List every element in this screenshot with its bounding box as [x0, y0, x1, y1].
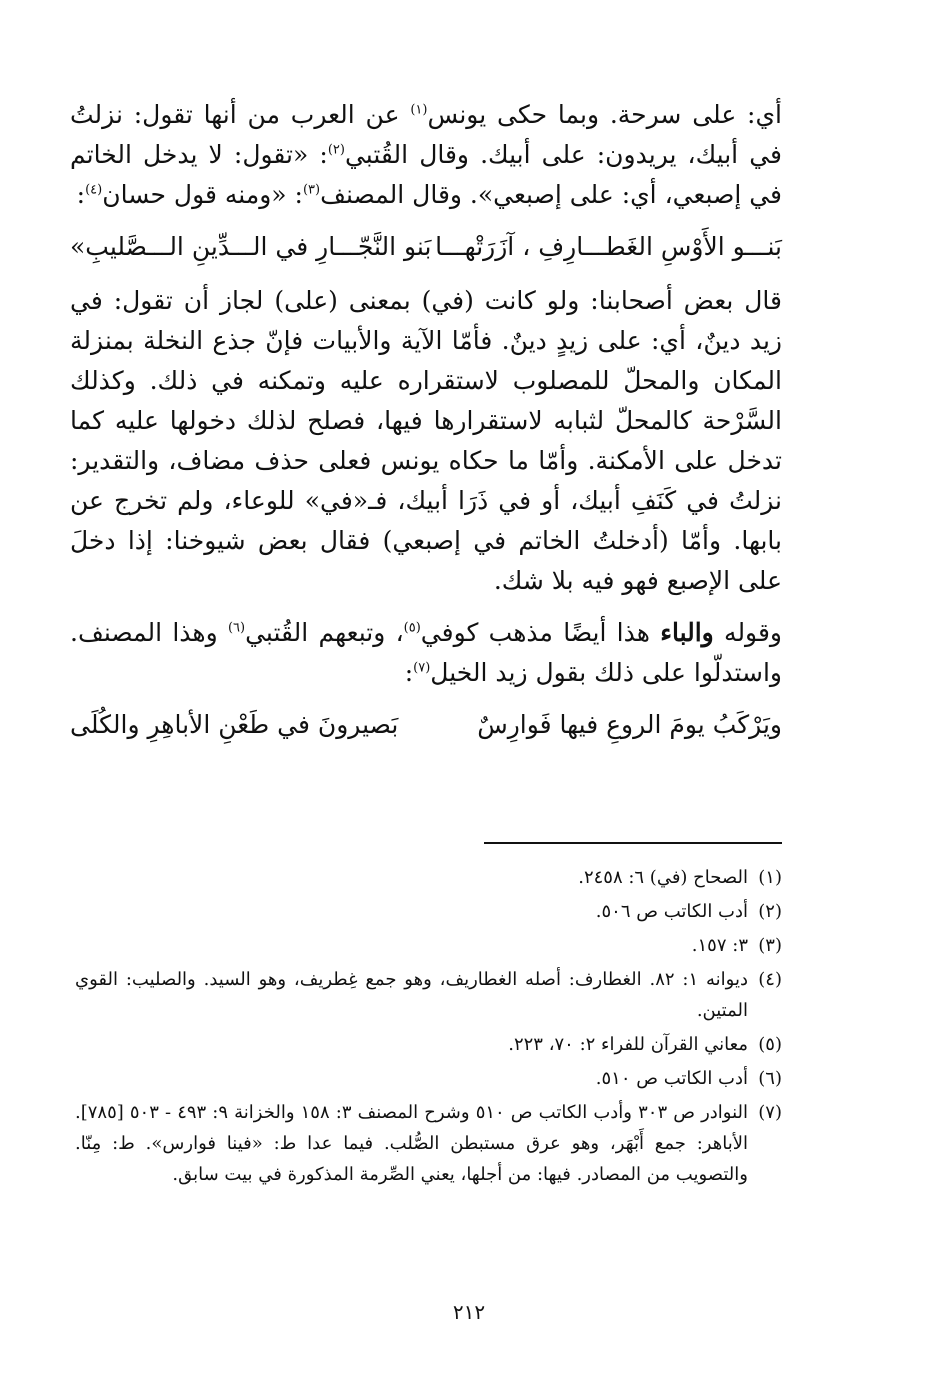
text-segment: ، وتبعهم القُتبي: [245, 618, 404, 647]
footnote-ref-2: (٢): [327, 142, 345, 158]
footnote-ref-7: (٧): [413, 660, 431, 676]
text-segment: وهذا المصنف. واستدلّوا على ذلك بقول زيد الخيل: [70, 618, 782, 687]
footnote-text: ديوانه ١: ٨٢. الغطارف: أصله الغطاريف، وهو جمع غِطريف، وهو السيد. والصليب: القوي المتين.: [75, 969, 748, 1021]
footnote-number: (٦): [758, 1068, 782, 1089]
text-segment: هذا أيضًا مذهب كوفي: [420, 618, 661, 647]
footnote-ref-6: (٦): [227, 620, 246, 636]
page-number: ٢١٢: [452, 1300, 486, 1324]
footnote-text: ٣: ١٥٧.: [691, 935, 748, 956]
text-segment: : «ومنه قول حسان: [102, 180, 303, 209]
footnote-text: أدب الكاتب ص ٥٠٦.: [595, 901, 748, 922]
footnote-ref-3: (٣): [302, 182, 321, 198]
footnote-text: النوادر ص ٣٠٣ وأدب الكاتب ص ٥١٠ وشرح المصنف ٣: ١٥٨ والخزانة ٩: ٤٩٣ - ٥٠٣ [٧٨٥]. الأباهر: جمع أَبْهَر، وهو عرق مستبطن الصُّلب. فيما عدا ط: «فينا فوارس». ط: مِنّا. والتصويب من المصادر. فيها: من أجلها، يعني الصِّرمة المذكورة في بيت سابق.: [75, 1102, 749, 1185]
paragraph-3: [70, 613, 782, 693]
footnote-text: معاني القرآن للفراء ٢: ٧٠، ٢٢٣.: [508, 1034, 748, 1055]
verse-second-hemistich: بَصيرونَ في طَعْنِ الأباهِرِ والكُلَى: [70, 710, 399, 739]
verse-zayd-alkhayl: [70, 705, 782, 745]
text-segment: عن العرب من أنها تقول: نزلتُ في أبيك، يريدون: على أبيك. وقال القُتبي: [70, 100, 782, 169]
footnote-number: (١): [758, 867, 782, 888]
footnote-number: (٧): [758, 1102, 782, 1123]
footnote-number: (٥): [758, 1034, 782, 1055]
main-text: [70, 95, 782, 759]
footnote: [75, 1029, 782, 1060]
footnote-ref-4: (٤): [85, 182, 103, 198]
keyword-albaa: والباء: [660, 618, 714, 647]
footnote: [75, 1063, 782, 1094]
text-segment: قال بعض أصحابنا: ولو كانت (في) بمعنى (على) لجاز أن تقول: في زيد دينٌ، أي: على زيدٍ دينٌ. فأمّا الآية والأبيات فإنّ جذع النخلة بمنزلة المكان والمحلّ للمصلوب لاستقراره عليه وتمكنه في ذلك. وكذلك السَّرْحة كالمحلّ لثبابه لاستقرارها فيها، فصلح لذلك دخولها عليه كما تدخل على الأمكنة. وأمّا ما حكاه يونس فعلى حذف مضاف، والتقدير: نزلتُ في كَنَفِ أبيك، أو في ذَرَا أبيك، فـ«في» للوعاء، ولم تخرج عن بابها. وأمّا (أدخلتُ الخاتم في إصبعي) فقال بعض شيوخنا: إذا دخلَ على الإصبع فهو فيه بلا شك.: [70, 286, 782, 595]
paragraph-1: [70, 95, 782, 215]
text-segment: أي: على سرحة. وبما حكى يونس: [427, 100, 782, 129]
text-segment: : «تقول: لا يدخل الخاتم في إصبعي، أي: على إصبعي». وقال المصنف: [70, 140, 782, 209]
footnote-number: (٢): [758, 901, 782, 922]
footnote: [75, 1097, 782, 1190]
footnote: [75, 862, 782, 893]
footnote: [75, 930, 782, 961]
verse-second-hemistich: بَنو النَّجّـــارِ في الـــدِّينِ الـــصَّليبِ»: [70, 232, 432, 261]
footnote: [75, 896, 782, 927]
paragraph-2: [70, 281, 782, 601]
text-segment: وقوله: [713, 618, 782, 647]
footnote-ref-5: (٥): [403, 620, 421, 636]
text-segment: :: [404, 658, 414, 687]
footnote-ref-1: (١): [410, 102, 428, 118]
footnote-text: الصحاح (في) ٦: ٢٤٥٨.: [578, 867, 748, 888]
footnote-number: (٤): [758, 969, 782, 990]
footnote: [75, 964, 782, 1026]
footnotes: [75, 862, 782, 1193]
verse-first-hemistich: بَنـــو الأَوْسِ الغَطـــارِفِ ، آزَرَتْهـــا: [435, 232, 782, 261]
footnote-number: (٣): [758, 935, 782, 956]
footnote-text: أدب الكاتب ص ٥١٠.: [595, 1068, 748, 1089]
verse-first-hemistich: ويَرْكَبُ يومَ الروعِ فيها فَوارِسٌ: [477, 710, 782, 739]
footnote-separator: [484, 842, 782, 844]
verse-hassan: [70, 227, 782, 267]
text-segment: :: [76, 180, 86, 209]
